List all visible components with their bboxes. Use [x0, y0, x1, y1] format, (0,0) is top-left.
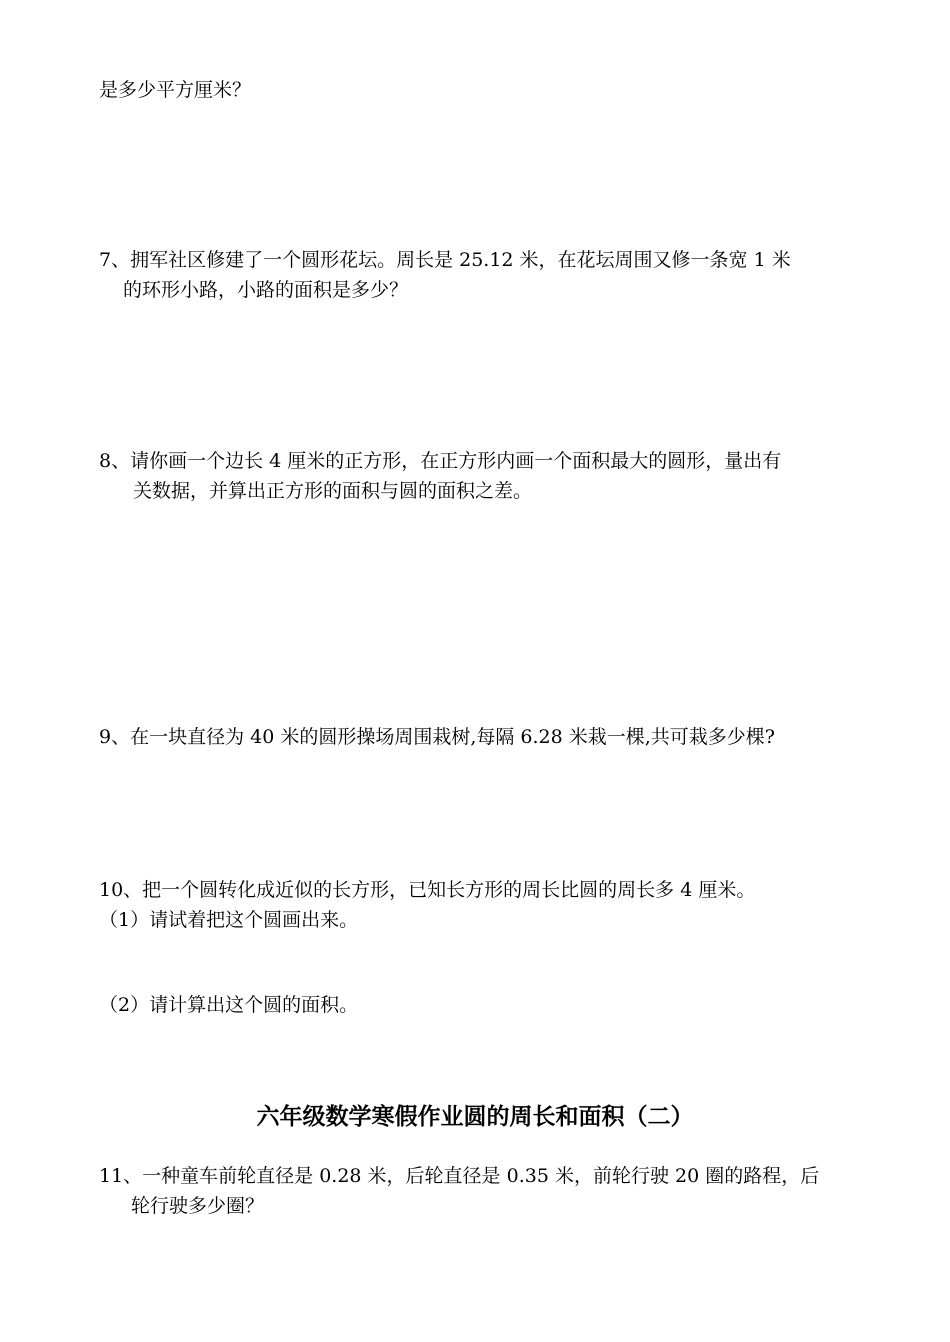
question-9-text: 9、在一块直径为 40 米的圆形操场周围栽树,每隔 6.28 米栽一棵,共可栽多少棵? — [99, 726, 775, 748]
question-8-text-line-2: 关数据，并算出正方形的面积与圆的面积之差。 — [133, 480, 533, 502]
question-11-text-line-2: 轮行驶多少圈？ — [131, 1195, 265, 1217]
question-7-text-line-2: 的环形小路，小路的面积是多少？ — [123, 279, 409, 301]
question-10-part-1: （1）请试着把这个圆画出来。 — [99, 909, 359, 931]
question-11-text-line-1: 11、一种童车前轮直径是 0.28 米，后轮直径是 0.35 米，前轮行驶 20 圈的路程，后 — [99, 1165, 820, 1187]
question-10-part-2: （2）请计算出这个圆的面积。 — [99, 994, 359, 1016]
section-title: 六年级数学寒假作业圆的周长和面积（二） — [256, 1104, 694, 1130]
question-10-text: 10、把一个圆转化成近似的长方形，已知长方形的周长比圆的周长多 4 厘米。 — [99, 879, 756, 901]
question-8-text-line-1: 8、请你画一个边长 4 厘米的正方形，在正方形内画一个面积最大的圆形，量出有 — [99, 450, 782, 472]
question-7-text-line-1: 7、拥军社区修建了一个圆形花坛。周长是 25.12 米，在花坛周围又修一条宽 1 米 — [99, 249, 791, 271]
question-6-text: 是多少平方厘米？ — [99, 79, 252, 101]
